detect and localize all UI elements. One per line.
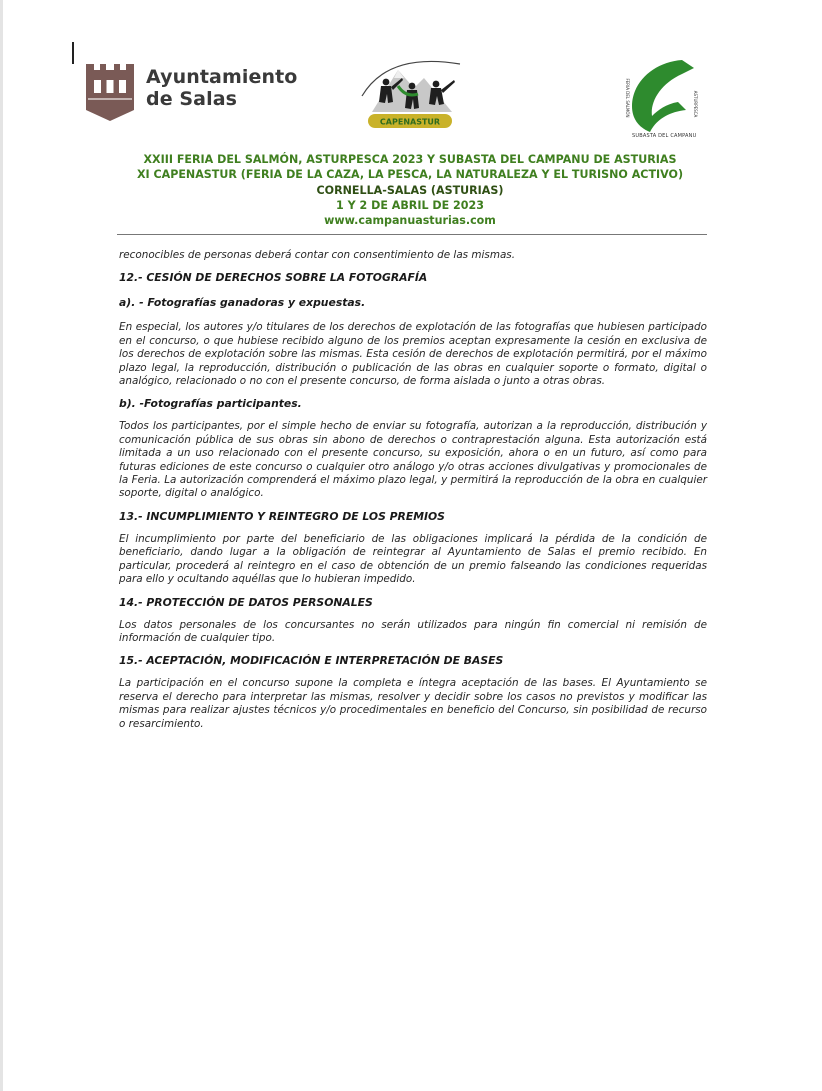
municipality-name-line1: Ayuntamiento [146,66,298,88]
section-12-heading: 12.- CESIÓN DE DERECHOS SOBRE LA FOTOGRAFÍA [119,271,428,285]
section-15-heading: 15.- ACEPTACIÓN, MODIFICACIÓN E INTERPRETACIÓN DE BASES [119,654,504,668]
title-line-2: XI CAPENASTUR (FERIA DE LA CAZA, LA PESCA, LA NATURALEZA Y EL TURISNO ACTIVO) [136,168,684,182]
website-url: www.campanuasturias.com [324,214,496,228]
section-14-heading: 14.- PROTECCIÓN DE DATOS PERSONALES [119,595,373,609]
page-edge [0,0,3,1091]
section-13-paragraph: El incumplimiento por parte del beneficiario de las obligaciones implicará la pérdida de la condición de beneficiario, dando lugar a la obligación de reintegrar al Ayuntamiento de Salas el premio recibido. En particular, procederá al reintegro en el caso de obtención de un premio falseando las condiciones requeridas para ello y ocultando aquéllas que lo hubieran impedido. [119,532,707,586]
section-12b-paragraph: Todos los participantes, por el simple hecho de enviar su fotografía, autorizan a la reproducción, distribución y comunicación pública de sus obras sin abono de derechos o contraprestación alguna. Esta autorización está limitada a un uso relacionado con el presente concurso, su exposición, ahora o en un futuro, así como para futuras ediciones de este concurso o cualquier otro análogo y/o otras acciones divulgativas y promocionales de la Feria. La autorización comprenderá el máximo plazo legal, y permitirá la reproducción de la obra en cualquier soporte, digital o analógico. [119,420,707,500]
hunters-fishers-icon [358,56,462,136]
capenastur-logo [358,56,462,136]
salmon-leaf-icon [620,58,700,138]
section-12b-heading: b). -Fotografías participantes. [119,397,302,411]
title-line-1: XXIII FERIA DEL SALMÓN, ASTURPESCA 2023 Y SUBASTA DEL CAMPANU DE ASTURIAS [143,153,677,166]
title-line-3: CORNELLA-SALAS (ASTURIAS) [316,183,504,197]
ayuntamiento-salas-logo [84,58,304,124]
section-12a-heading: a). - Fotografías ganadoras y expuestas. [119,296,366,310]
event-title-block [120,152,700,228]
campanu-caption: SUBASTA DEL CAMPANU [632,133,697,139]
title-line-4: 1 Y 2 DE ABRIL DE 2023 [336,198,484,212]
campanu-logo [620,58,700,138]
castle-tower-icon [84,60,136,122]
capenastur-badge-text: CAPENASTUR [379,117,441,127]
header-divider [117,234,707,235]
campanu-side-text-right: ASTURPESCA [693,90,698,118]
intro-paragraph: reconocibles de personas deberá contar con consentimiento de las mismas. [119,249,516,261]
document-body [119,249,707,731]
section-12a-paragraph: En especial, los autores y/o titulares de los derechos de explotación de las fotografías que hubiesen participado en el concurso, o que hubiese recibido alguno de los premios aceptan expresamente la cesión en exclusiva de los derechos de explotación sobre las mismas. Esta cesión de derechos de explotación permitirá, por el máximo plazo legal, la reproducción, distribución o publicación de las obras en cualquier soporte o formato, digital o analógico, relacionado o no con el presente concurso, de forma aislada o junto a otras obras. [119,321,707,388]
municipality-name-line2: de Salas [146,88,238,110]
section-15-paragraph: La participación en el concurso supone la completa e íntegra aceptación de las bases. El Ayuntamiento se reserva el derecho para interpretar las mismas, resolver y decidir sobre los casos no previstos y modificar las mismas para realizar ajustes técnicos y/o procedimentales en beneficio del Concurso, sin posibilidad de recurso o resarcimiento. [119,677,707,730]
section-14-paragraph: Los datos personales de los concursantes no serán utilizados para ningún fin comercial ni remisión de información de cualquier tipo. [119,618,707,644]
municipality-name [146,66,297,110]
section-13-heading: 13.- INCUMPLIMIENTO Y REINTEGRO DE LOS PREMIOS [119,509,445,523]
campanu-side-text-left: FERIA DEL SALMÓN [625,78,630,118]
text-cursor [72,42,74,64]
